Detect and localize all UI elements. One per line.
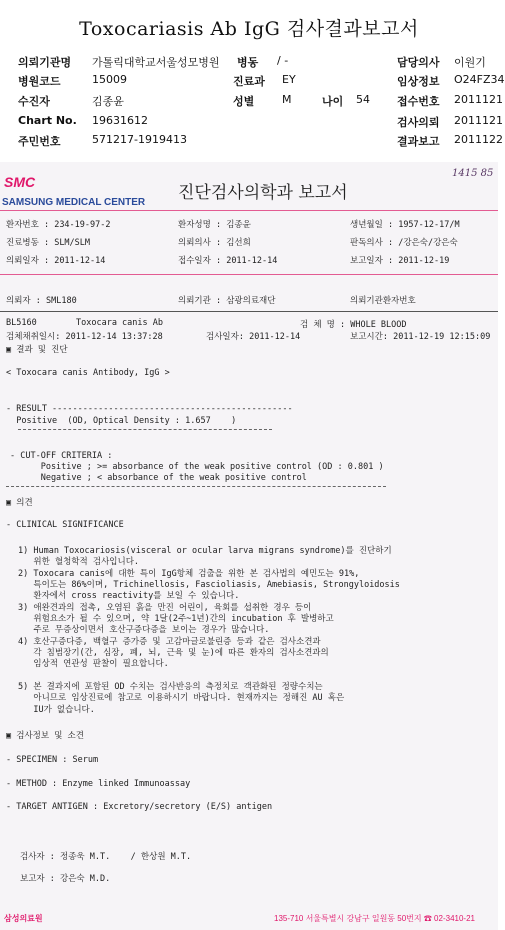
reporter: 보고자 : 강은숙 M.D. [20, 874, 111, 884]
result-dash-line [18, 429, 272, 430]
received-date: 접수일자 : 2011-12-14 [178, 256, 278, 266]
significance-2a: 2) Toxocara canis에 대한 특이 IgG항체 검출을 위한 본 검사법의 예민도는 91%, [18, 569, 360, 579]
test-name: Toxocara canis Ab [76, 318, 163, 328]
result-report-header [0, 0, 505, 152]
specimen-label: 검 체 명 : WHOLE BLOOD [300, 320, 407, 330]
opinion-section-heading: ▣ 의견 [6, 498, 33, 508]
test-code: BL5160 [6, 318, 37, 328]
cutoff-header: - CUT-OFF CRITERIA : [10, 451, 113, 461]
significance-3b: 위험요소가 될 수 있으며, 약 1달(2주~1년)간의 incubation 후 발병하고 [18, 614, 334, 624]
significance-2b: 특이도는 86%이며, Trichinellosis, Fascioliasis, Amebiasis, Strongyloidosis [18, 580, 400, 590]
significance-4c: 임상적 연관성 판찰이 필요합니다. [18, 659, 169, 669]
result-value: Positive (OD, Optical Density : 1.657 ) [6, 416, 237, 426]
significance-5b: 아니므로 임상진료에 참고로 이용하시기 바랍니다. 현재까지는 정해진 AU 혹은 [18, 693, 345, 703]
significance-2c: 환자에서 cross reactivity를 보일 수 있습니다. [18, 591, 240, 601]
patient-name: 환자성명 : 김종윤 [178, 220, 251, 230]
cutoff-positive: Positive ; >= absorbance of the weak positive control (OD : 0.801 ) [10, 462, 384, 472]
institution-value: 가톨릭대학교서울성모병원 [92, 56, 220, 69]
doctor-label: 담당의사 [397, 56, 440, 69]
significance-1b: 위한 혈청학적 검사입니다. [18, 557, 140, 567]
ward-value: / - [277, 54, 289, 67]
report-time: 보고시간: 2011-12-19 12:15:09 [350, 332, 491, 342]
significance-5c: IU가 없습니다. [18, 705, 95, 715]
cutoff-negative: Negative ; < absorbance of the weak positive control [10, 473, 307, 483]
requester: 의뢰자 : SML180 [6, 296, 77, 306]
target-antigen: - TARGET ANTIGEN : Excretory/secretory (E/S) antigen [6, 802, 273, 812]
significance-4b: 각 침범장기(간, 심장, 폐, 뇌, 근육 및 눈)에 따른 환자의 검사소견과의 [18, 648, 329, 658]
significance-3a: 3) 애완견과의 접촉, 오염된 흙을 만진 어린이, 육회를 섭취한 경우 등이 [18, 603, 312, 613]
test-date: 검사일자: 2011-12-14 [206, 332, 301, 342]
patient-divider [0, 274, 498, 275]
cutoff-dash-line [6, 486, 386, 487]
result-report-value: 2011122 [454, 133, 503, 146]
hospital-code-label: 병원코드 [18, 75, 61, 88]
footer-hospital: 삼성의료원 [4, 914, 43, 923]
report-date: 보고일자 : 2011-12-19 [350, 256, 450, 266]
sex-value: M [282, 93, 292, 106]
sex-label: 성별 [233, 95, 255, 108]
examinee-label: 수진자 [18, 95, 50, 108]
requester-patient-no: 의뢰기관환자번호 [350, 296, 416, 306]
test-request-label: 검사의뢰 [397, 116, 440, 129]
ordering-doctor: 의뢰의사 : 김선희 [178, 238, 251, 248]
chart-no-value: 19631612 [92, 114, 148, 127]
id-value: 571217-1919413 [92, 133, 187, 146]
birth-date: 생년월일 : 1957-12-17/M [350, 220, 460, 230]
age-value: 54 [356, 93, 370, 106]
method: - METHOD : Enzyme linked Immunoassay [6, 779, 191, 789]
doctor-value: 이원기 [454, 56, 486, 69]
result-header: - RESULT ----------------------------------------------- [6, 404, 293, 414]
id-label: 주민번호 [18, 135, 61, 148]
handwritten-note: 1415 85 [452, 168, 494, 179]
page-title: Toxocariasis Ab IgG 검사결과보고서 [79, 18, 419, 40]
ward: 진료병동 : SLM/SLM [6, 238, 91, 248]
chart-no-label: Chart No. [18, 114, 77, 127]
report-title: 진단검사의학과 보고서 [178, 183, 348, 203]
institution-label: 의뢰기관명 [18, 56, 72, 69]
hospital-code-value: 15009 [92, 73, 127, 86]
significance-4a: 4) 호산구증다증, 백혈구 증가증 및 고감마글로불린증 등과 같은 검사소견과 [18, 637, 321, 647]
footer-address: 135-710 서울특별시 강남구 일원동 50번지 ☎ 02-3410-21 [274, 914, 475, 923]
request-date: 의뢰일자 : 2011-12-14 [6, 256, 106, 266]
requester-institution: 의뢰기관 : 삼광의료재단 [178, 296, 276, 306]
info-section-heading: ▣ 검사정보 및 소견 [6, 731, 84, 741]
tester: 검사자 : 정종욱 M.T. / 한상원 M.T. [20, 852, 192, 862]
significance-5a: 5) 본 결과지에 포함된 OD 수치는 검사반응의 측정치로 객관화된 정량수치는 [18, 682, 323, 692]
significance-1a: 1) Human Toxocariosis(visceral or ocular larva migrans syndrome)를 진단하기 [18, 546, 392, 556]
test-divider [0, 311, 498, 312]
report-footer [0, 910, 498, 930]
result-report-label: 결과보고 [397, 135, 440, 148]
collect-time: 검체채취일시: 2011-12-14 13:37:28 [6, 332, 163, 342]
ward-label: 병동 [237, 56, 259, 69]
center-name: SAMSUNG MEDICAL CENTER [2, 197, 146, 208]
receipt-no-label: 접수번호 [397, 95, 440, 108]
scanned-lab-report [0, 162, 498, 930]
examinee-value: 김종윤 [92, 95, 124, 108]
age-label: 나이 [322, 95, 344, 108]
significance-3c: 주로 무증상이면서 호산구증다증을 보이는 경우가 많습니다. [18, 625, 270, 635]
clinical-significance-header: - CLINICAL SIGNIFICANCE [6, 520, 124, 530]
department-value: EY [282, 73, 296, 86]
patient-no: 환자번호 : 234-19-97-2 [6, 220, 111, 230]
clinical-value: O24FZ34 [454, 73, 505, 86]
result-section-heading: ▣ 결과 및 진단 [6, 345, 68, 355]
department-label: 진료과 [233, 75, 265, 88]
reading-doctor: 판독의사 : /강은숙/강은숙 [350, 238, 458, 248]
test-request-value: 2011121 [454, 114, 503, 127]
receipt-no-value: 2011121 [454, 93, 503, 106]
specimen: - SPECIMEN : Serum [6, 755, 99, 765]
clinical-label: 임상정보 [397, 75, 440, 88]
antibody-line: < Toxocara canis Antibody, IgG > [6, 368, 170, 378]
header-divider [0, 210, 498, 211]
smc-logo: SMC [4, 174, 36, 190]
